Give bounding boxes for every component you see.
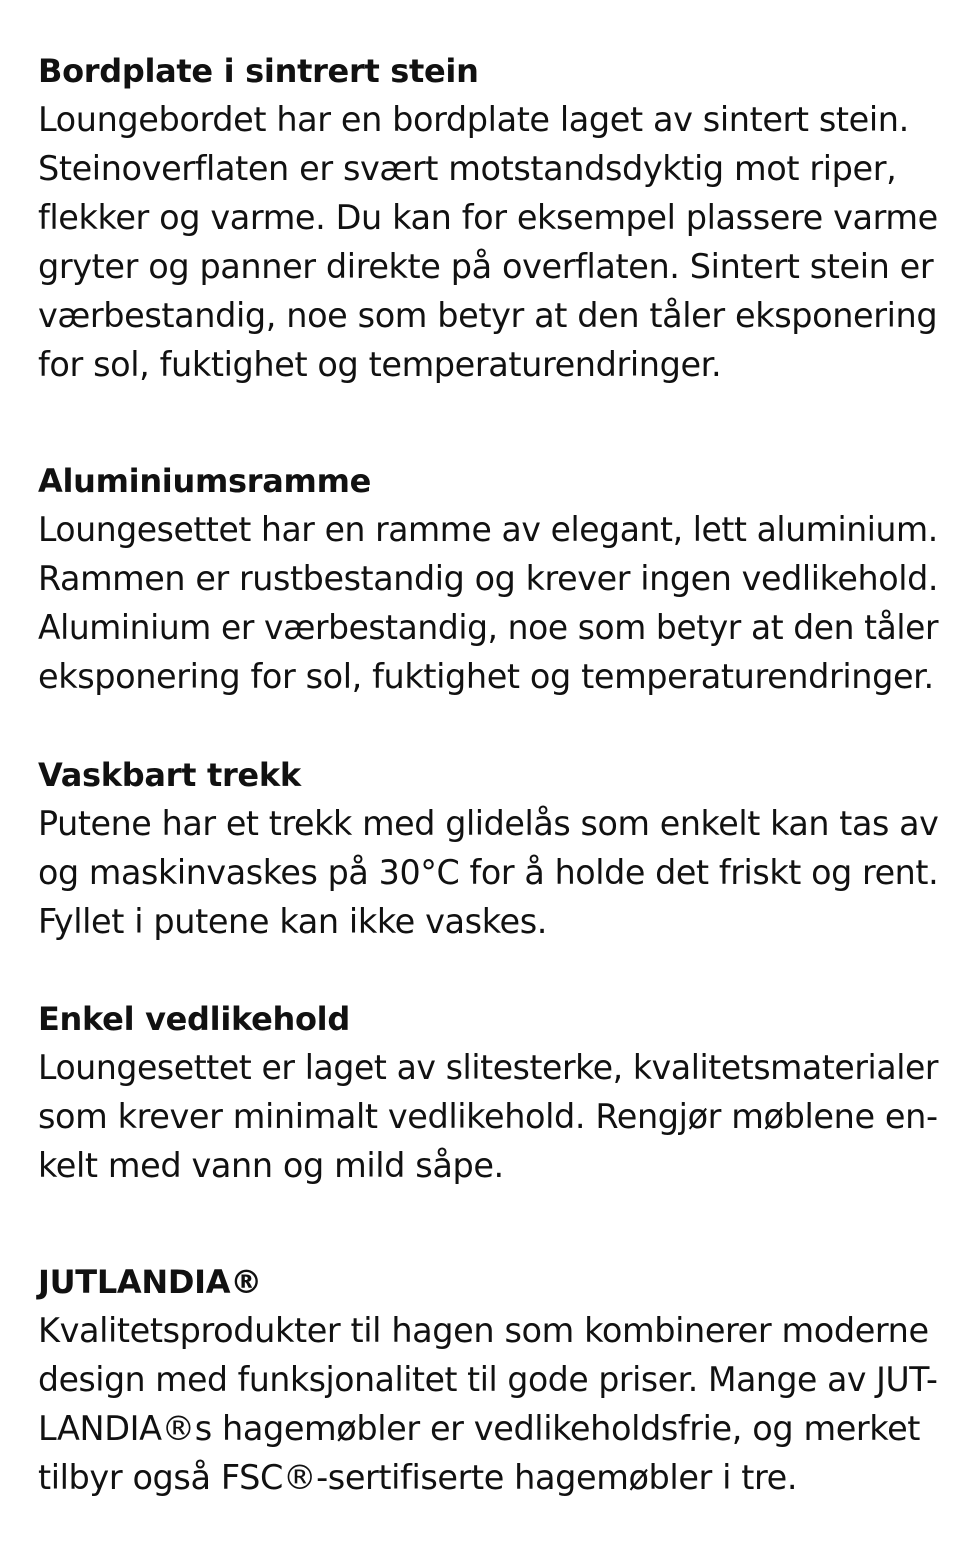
section-heading: Vaskbart trekk — [38, 756, 301, 794]
body-line: Fyllet i putene kan ikke vaskes. — [38, 902, 548, 941]
body-line: Loungesettet har en ramme av elegant, lett aluminium. — [38, 510, 938, 549]
body-line: Putene har et trekk med glidelås som enkelt kan tas av — [38, 804, 939, 843]
section-sintered-stone — [38, 47, 938, 389]
body-line: Loungesettet er laget av slitesterke, kvalitetsmaterialer — [38, 1048, 939, 1087]
body-line: for sol, fuktighet og temperaturendringer. — [38, 345, 722, 384]
body-line: Rammen er rustbestandig og krever ingen vedlikehold. — [38, 559, 939, 598]
body-line: design med funksjonalitet til gode priser. Mange av JUT- — [38, 1360, 938, 1399]
body-line: og maskinvaskes på 30°C for å holde det friskt og rent. — [38, 853, 939, 892]
section-heading: JUTLANDIA® — [38, 1263, 262, 1301]
section-heading: Bordplate i sintrert stein — [38, 52, 479, 90]
body-line: værbestandig, noe som betyr at den tåler eksponering — [38, 296, 938, 335]
body-line: gryter og panner direkte på overflaten. Sintert stein er — [38, 247, 934, 286]
body-line: Steinoverflaten er svært motstandsdyktig mot riper, — [38, 149, 897, 188]
body-line: tilbyr også FSC®-sertifiserte hagemøbler i tre. — [38, 1458, 798, 1497]
section-aluminium-frame — [38, 457, 938, 701]
body-line: LANDIA®s hagemøbler er vedlikeholdsfrie, og merket — [38, 1409, 921, 1448]
body-line: eksponering for sol, fuktighet og temperaturendringer. — [38, 657, 934, 696]
body-line: som krever minimalt vedlikehold. Rengjør møblene en- — [38, 1097, 938, 1136]
section-easy-maintenance — [38, 995, 938, 1190]
section-heading: Aluminiumsramme — [38, 462, 372, 500]
body-line: flekker og varme. Du kan for eksempel plassere varme — [38, 198, 938, 237]
section-brand-jutlandia — [38, 1258, 938, 1502]
body-line: Aluminium er værbestandig, noe som betyr at den tåler — [38, 608, 939, 647]
body-line: Kvalitetsprodukter til hagen som kombinerer moderne — [38, 1311, 929, 1350]
section-washable-cover — [38, 751, 938, 946]
section-heading: Enkel vedlikehold — [38, 1000, 350, 1038]
body-line: kelt med vann og mild såpe. — [38, 1146, 504, 1185]
body-line: Loungebordet har en bordplate laget av sintert stein. — [38, 100, 909, 139]
